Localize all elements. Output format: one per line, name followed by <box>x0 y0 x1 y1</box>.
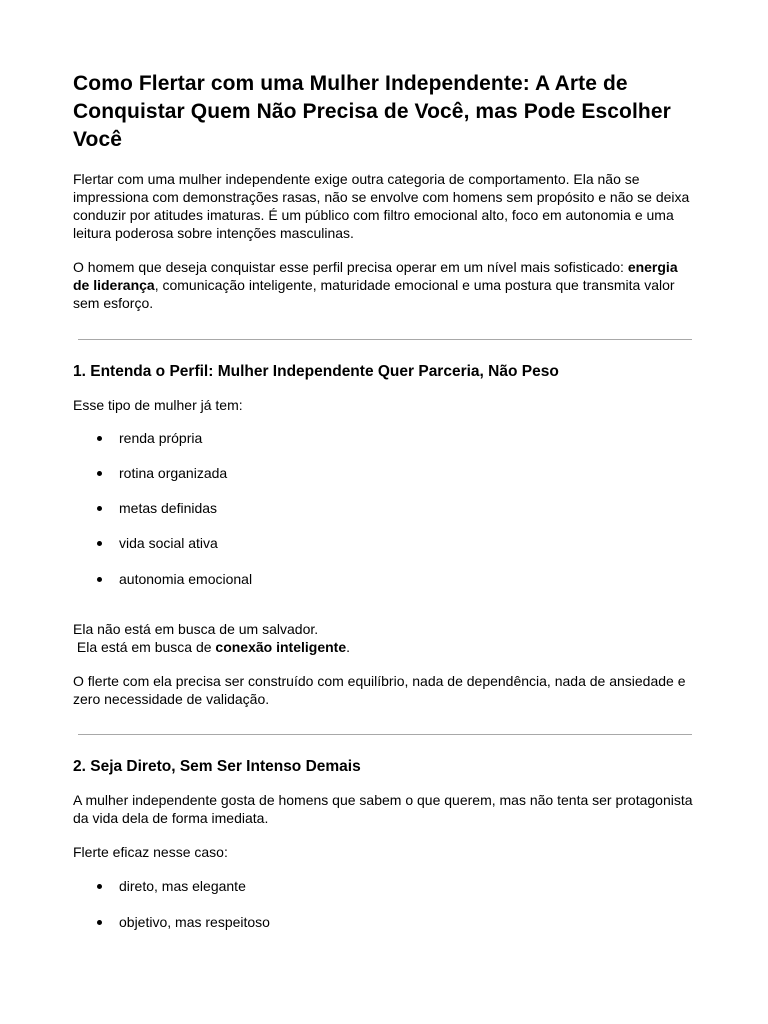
section-1-line-2-text: Ela está em busca de <box>73 639 216 655</box>
section-2-lead: Flerte eficaz nesse caso: <box>73 844 228 860</box>
section-1-line-2 <box>73 638 695 656</box>
section-1-line-2-end: . <box>346 639 351 655</box>
intro-p2-text: O homem que deseja conquistar esse perfil precisa operar em um nível mais sofisticado: <box>73 259 628 275</box>
list-item <box>73 464 695 482</box>
section-1-heading: 1. Entenda o Perfil: Mulher Independente Quer Parceria, Não Peso <box>73 363 559 380</box>
section-1-lead: Esse tipo de mulher já tem: <box>73 397 243 413</box>
intro-paragraph-2 <box>73 258 695 312</box>
list-item-text: metas definidas <box>119 500 218 516</box>
divider-1 <box>78 339 692 340</box>
section-1-list <box>73 429 695 588</box>
document-title: Como Flertar com uma Mulher Independente: A Arte de Conquistar Quem Não Precisa de Você, mas Pode Escolher Você <box>73 72 671 151</box>
section-2-heading: 2. Seja Direto, Sem Ser Intenso Demais <box>73 758 361 775</box>
bullet-icon <box>97 436 102 441</box>
intro-p2-text-end: , comunicação inteligente, maturidade emocional e uma postura que transmita valor sem esforço. <box>73 277 675 311</box>
list-item-text: objetivo, mas respeitoso <box>119 914 270 930</box>
section-1-line-1: Ela não está em busca de um salvador. <box>73 621 319 637</box>
section-1-closing: O flerte com ela precisa ser construído com equilíbrio, nada de dependência, nada de ansiedade e zero necessidade de validação. <box>73 673 686 707</box>
list-item-text: autonomia emocional <box>119 571 253 587</box>
bullet-icon <box>97 541 102 546</box>
list-item-text: vida social ativa <box>119 535 218 551</box>
section-1-line-2-bold: conexão inteligente <box>215 639 347 655</box>
divider-2 <box>78 734 692 735</box>
list-item <box>73 570 695 588</box>
document-page <box>73 70 695 931</box>
list-item <box>73 913 695 931</box>
list-item <box>73 534 695 552</box>
section-2-list <box>73 877 695 931</box>
list-item <box>73 877 695 895</box>
list-item-text: direto, mas elegante <box>119 878 246 894</box>
list-item-text: rotina organizada <box>119 465 228 481</box>
section-2-paragraph-1: A mulher independente gosta de homens que sabem o que querem, mas não tenta ser protagonista da vida dela de forma imediata. <box>73 792 693 826</box>
list-item <box>73 499 695 517</box>
bullet-icon <box>97 471 102 476</box>
intro-paragraph-1: Flertar com uma mulher independente exige outra categoria de comportamento. Ela não se impressiona com demonstrações rasas, não se envolve com homens sem propósito e não se deixa conduzir por atitudes imaturas. É um público com filtro emocional alto, foco em autonomia e uma leitura poderosa sobre intenções masculinas. <box>73 171 690 241</box>
intro-p2-bold: energia de liderança <box>73 259 678 293</box>
bullet-icon <box>97 884 102 889</box>
list-item <box>73 429 695 447</box>
bullet-icon <box>97 920 102 925</box>
list-item-text: renda própria <box>119 430 203 446</box>
bullet-icon <box>97 577 102 582</box>
bullet-icon <box>97 506 102 511</box>
